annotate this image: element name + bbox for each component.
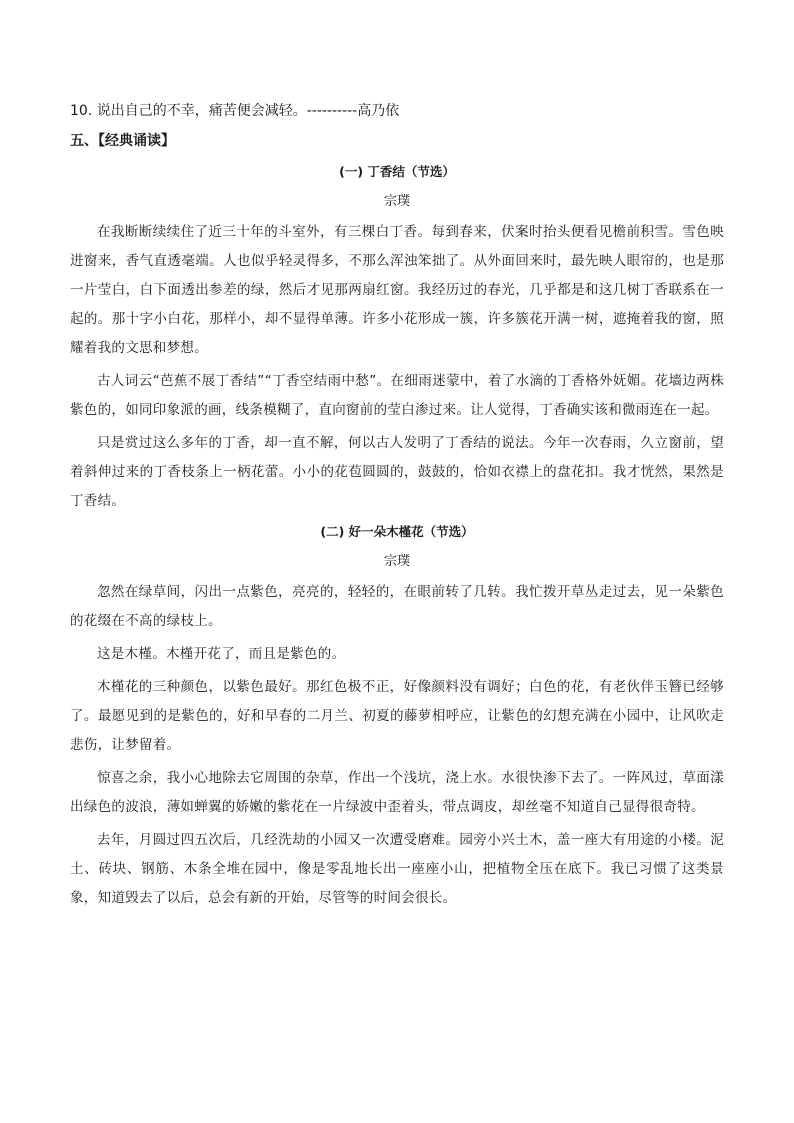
paragraph: 去年，月圆过四五次后，几经洗劫的小园又一次遭受磨难。园旁小兴土木，盖一座大有用途的小楼。泥土、砖块、钢筋、木条全堆在园中，像是零乱地长出一座座小山，把植物全压在底下。我已习惯了这类景象，知道毁去了以后，总会有新的开始，尽管等的时间会很长。 <box>70 832 724 906</box>
quote-line <box>70 98 724 124</box>
paragraph: 在我断断续续住了近三十年的斗室外，有三棵白丁香。每到春来，伏案时抬头便看见檐前积雪。雪色映进窗来，香气直透毫端。人也似乎轻灵得多，不那么浑浊笨拙了。从外面回来时，最先映人眼帘的，也是那一片莹白，白下面透出参差的绿，然后才见那两扇红窗。我经历过的春光，几乎都是和这几树丁香联系在一起的。那十字小白花，那样小，却不显得单薄。许多小花形成一簇，许多簇花开满一树，遮掩着我的窗，照耀着我的文思和梦想。 <box>70 224 724 356</box>
paragraph: 忽然在绿草间，闪出一点紫色，亮亮的，轻轻的，在眼前转了几转。我忙拨开草丛走过去，见一朵紫色的花缀在不高的绿枝上。 <box>70 584 724 629</box>
paragraph: 古人词云“芭蕉不展丁香结”“丁香空结雨中愁”。在细雨迷蒙中，着了水滴的丁香格外妩媚。花墙边两株紫色的，如同印象派的画，线条模糊了，直向窗前的莹白渗过来。让人觉得，丁香确实该和微雨连在一起。 <box>70 373 724 418</box>
paragraph: 只是赏过这么多年的丁香，却一直不解，何以古人发明了丁香结的说法。今年一次春雨，久立窗前，望着斜伸过来的丁香枝条上一柄花蕾。小小的花苞圆圆的，鼓鼓的，恰如衣襟上的盘花扣。我才恍然，果然是丁香结。 <box>70 435 724 509</box>
passage-title: (一) 丁香结（节选） <box>339 164 455 179</box>
paragraph: 木槿花的三种颜色，以紫色最好。那红色极不正，好像颜料没有调好；白色的花，有老伙伴玉簪已经够了。最愿见到的是紫色的，好和早春的二月兰、初夏的藤萝相呼应，让紫色的幻想充满在小园中，让风吹走悲伤，让梦留着。 <box>70 679 724 753</box>
paragraph: 这是木槿。木槿开花了，而且是紫色的。 <box>97 646 346 662</box>
document-page <box>70 98 724 917</box>
passage-author: 宗璞 <box>383 554 410 569</box>
passage-mujinhua <box>70 520 724 913</box>
passage-dingxiangjie <box>70 160 724 516</box>
paragraph: 惊喜之余，我小心地除去它周围的杂草，作出一个浅坑，浇上水。水很快渗下去了。一阵风过，草面漾出绿色的波浪，薄如蝉翼的娇嫩的紫花在一片绿波中歪着头，带点调皮，却丝毫不知道自己显得很奇特。 <box>70 770 724 815</box>
section-heading: 五、【经典诵读】 <box>70 133 175 149</box>
passage-author: 宗璞 <box>383 194 410 209</box>
quote-text: 说出自己的不幸，痛苦便会减轻。----------高乃依 <box>96 103 400 119</box>
quote-number: 10. <box>70 103 93 119</box>
passage-title: (二) 好一朵木槿花（节选） <box>320 524 474 539</box>
